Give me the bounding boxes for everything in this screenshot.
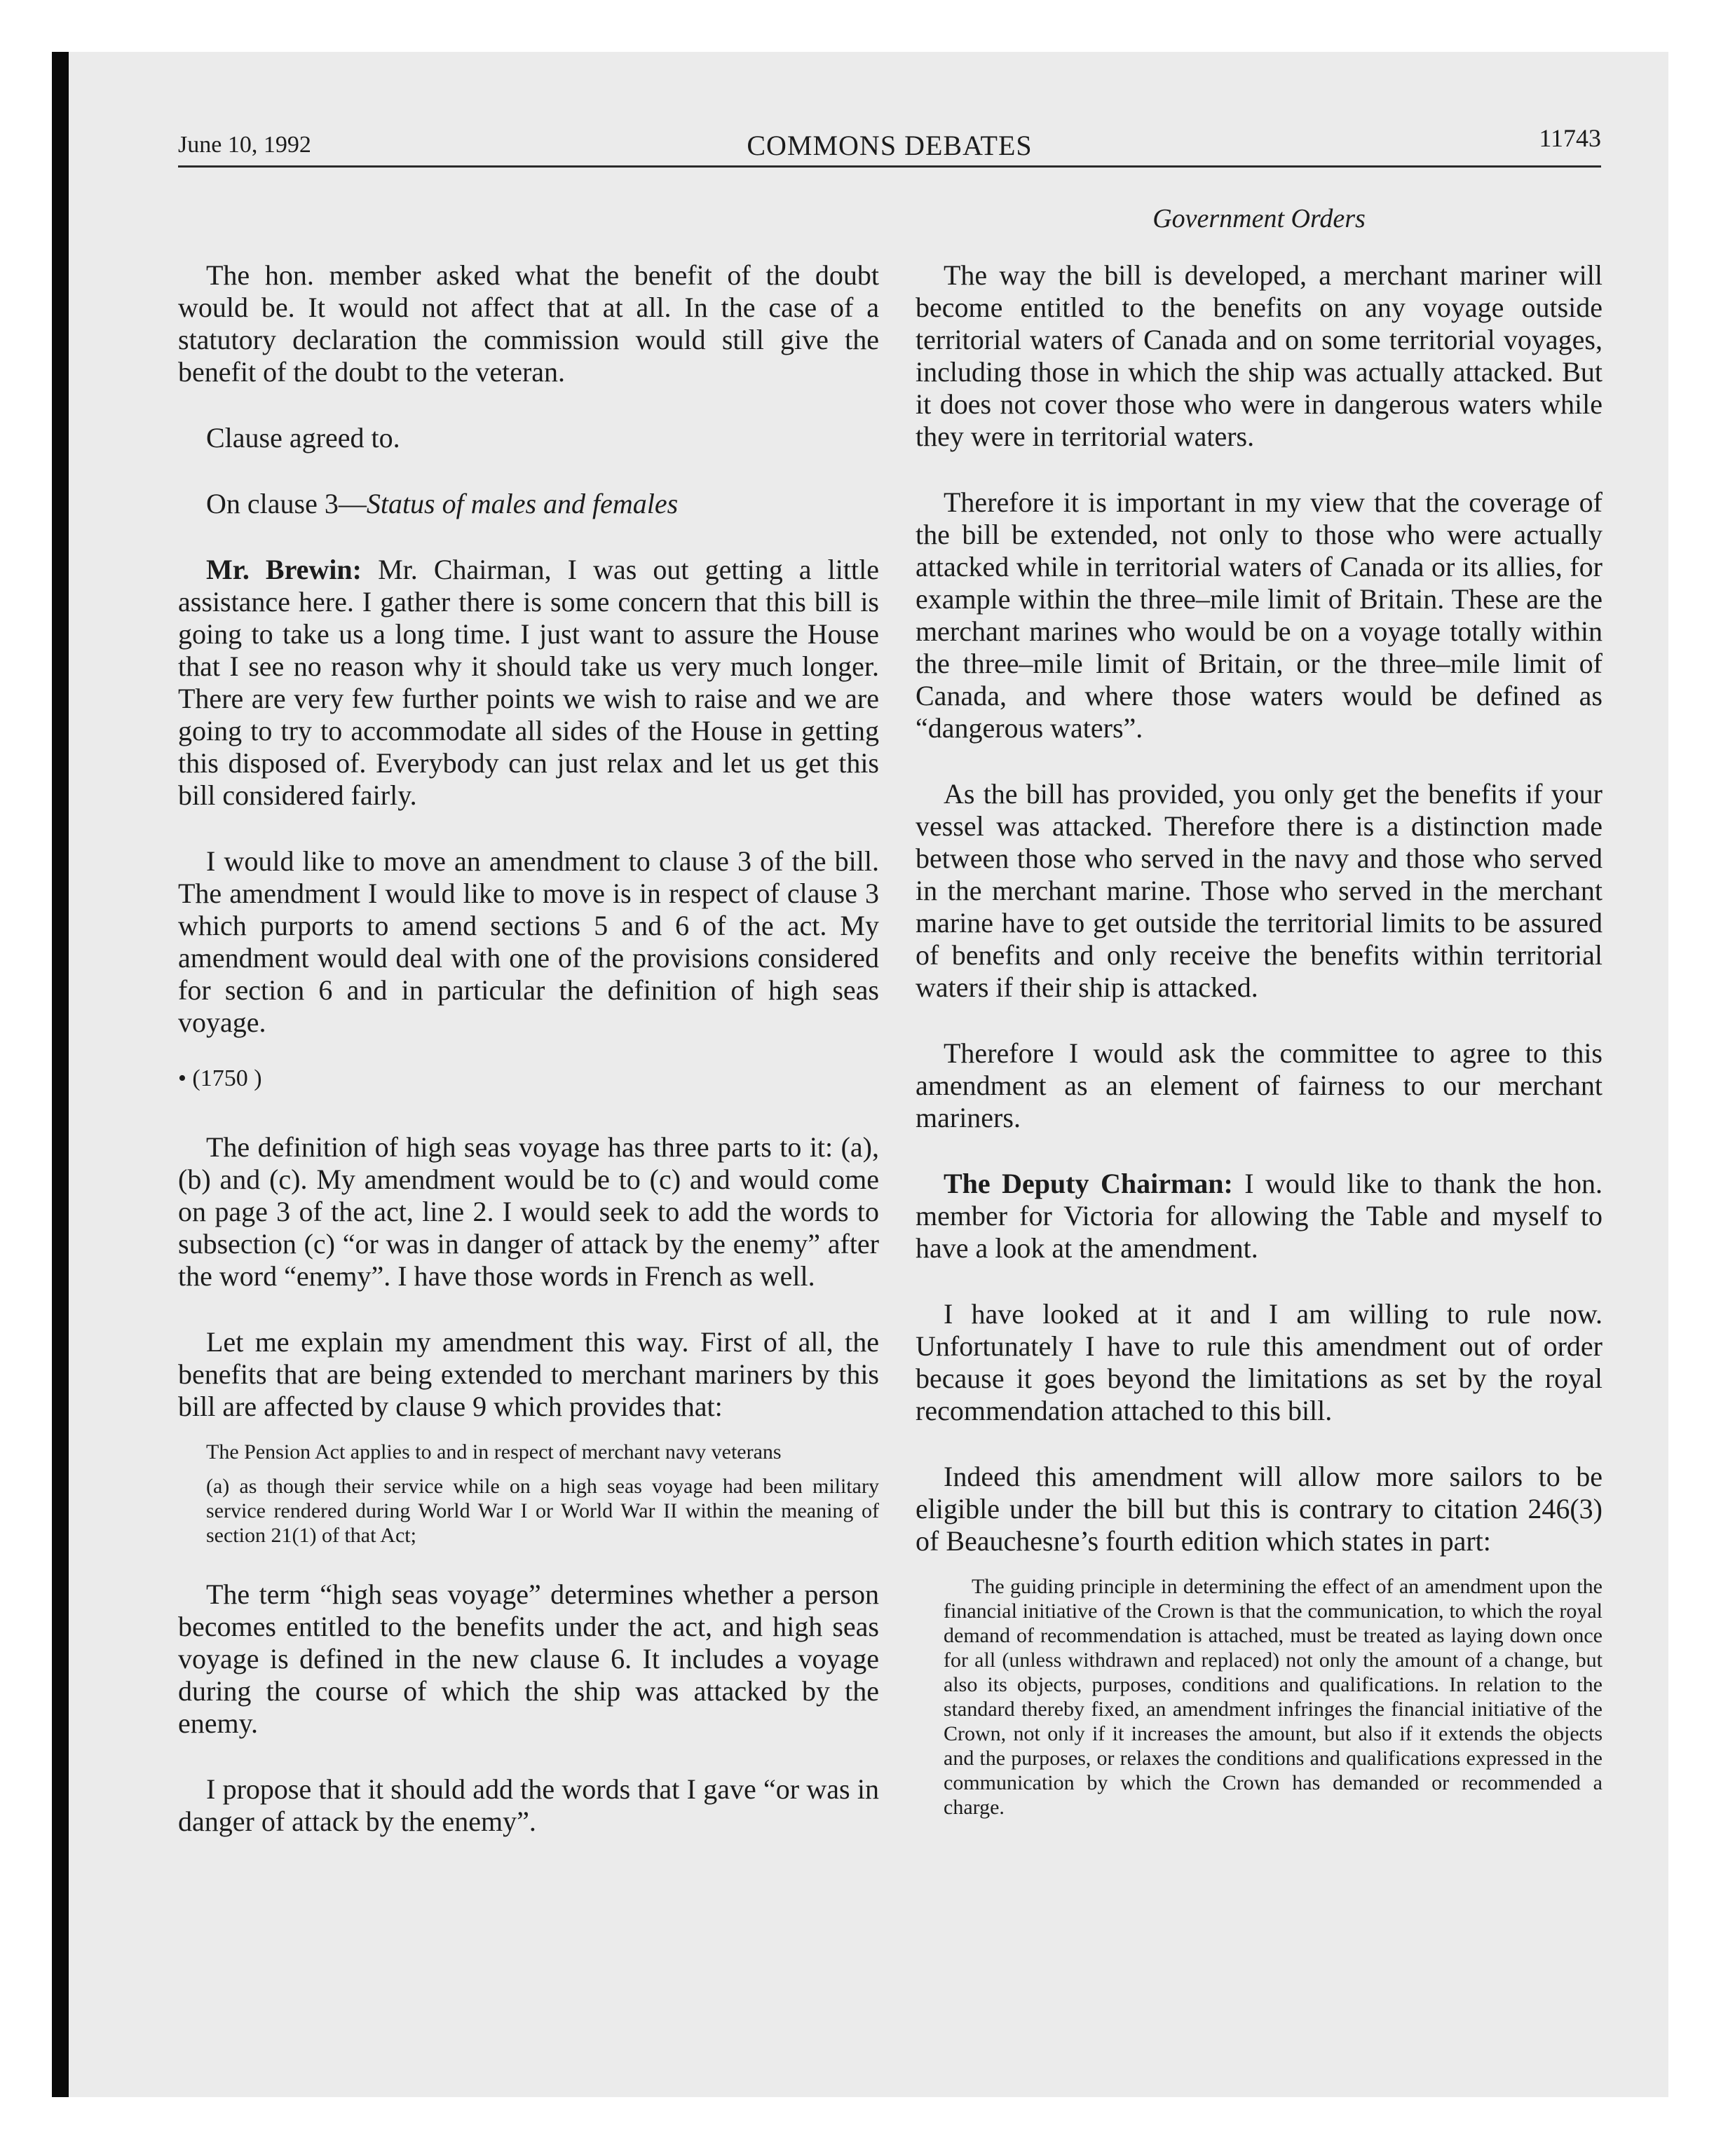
paragraph: The hon. member asked what the benefit of the doubt would be. It would not affect that at all. In the case of a statutory declaration the commission would still give the benefit of the doubt to the veteran. bbox=[178, 259, 879, 388]
speech-text: I would like to thank the hon. member for Victoria for allowing the Table and myself to have a look at the amendment. bbox=[916, 1168, 1603, 1264]
time-marker: • (1750 ) bbox=[178, 1065, 262, 1091]
paragraph: As the bill has provided, you only get the benefits if your vessel was attacked. Therefore there is a distinction made between those who served in the navy and those who served in the merchant marine. Those who served in the merchant marine have to get outside the territorial limits to be assured of benefits and only receive the benefits within territorial waters if their ship is attacked. bbox=[916, 778, 1603, 1003]
right-column bbox=[916, 259, 1603, 1820]
page-number: 11743 bbox=[1539, 124, 1601, 152]
block-quote: The Pension Act applies to and in respect of merchant navy veterans bbox=[206, 1440, 782, 1464]
paragraph: Indeed this amendment will allow more sailors to be eligible under the bill but this is contrary to citation 246(3) of Beauchesne’s fourth edition which states in part: bbox=[916, 1461, 1603, 1557]
speaker-name: Mr. Brewin: bbox=[206, 554, 362, 585]
clause-heading-prefix: On clause 3— bbox=[206, 488, 367, 519]
clause-heading-title: Status of males and females bbox=[366, 488, 679, 519]
paragraph: I would like to move an amendment to clause 3 of the bill. The amendment I would like to move is in respect of clause 3 which purports to amend sections 5 and 6 of the act. My amendment would deal with one of the provisions considered for section 6 and in particular the definition of high seas voyage. bbox=[178, 845, 879, 1038]
section-label: Government Orders bbox=[1152, 204, 1366, 233]
header-date: June 10, 1992 bbox=[178, 132, 311, 158]
block-quote: (a) as though their service while on a high seas voyage had been military service rendered during World War I or World War II within the meaning of section 21(1) of that Act; bbox=[206, 1475, 879, 1547]
speech-text: Mr. Chairman, I was out getting a little assistance here. I gather there is some concern that this bill is going to take us a long time. I just want to assure the House that I see no reason why it should take us very much longer. There are very few further points we wish to raise and we are going to try to accommodate all sides of the House in getting this disposed of. Everybody can just relax and let us get this bill considered fairly. bbox=[178, 554, 879, 811]
left-column bbox=[178, 259, 879, 1871]
block-quote: The guiding principle in determining the effect of an amendment upon the financial initiative of the Crown is that the communication, to which the royal demand of recommendation is attached, must be treated as laying down once for all (unless withdrawn and replaced) not only the amount of a change, but also its objects, purposes, conditions and qualifications. In relation to the standard thereby fixed, an amendment infringes the financial initiative of the Crown, not only if it increases the amount, but also if it extends the objects and the purposes, or relaxes the conditions and qualifications expressed in the communication by which the Crown has demanded or recommended a charge. bbox=[944, 1575, 1603, 1819]
speech-paragraph bbox=[916, 1168, 1603, 1264]
paragraph: Therefore it is important in my view that the coverage of the bill be extended, not only to those who were actually attacked while in territorial waters of Canada or its allies, for example within the three–mile limit of Britain. These are the merchant marines who would be on a voyage totally within the three–mile limit of Britain, or the three–mile limit of Canada, and where those waters would be defined as “dangerous waters”. bbox=[916, 486, 1603, 744]
speaker-name: The Deputy Chairman: bbox=[944, 1168, 1233, 1199]
paragraph: The definition of high seas voyage has three parts to it: (a), (b) and (c). My amendment would be to (c) and would come on page 3 of the act, line 2. I would seek to add the words to subsection (c) “or was in danger of attack by the enemy” after the word “enemy”. I have those words in French as well. bbox=[178, 1131, 879, 1292]
page-header bbox=[178, 123, 1601, 168]
clause-heading bbox=[178, 488, 879, 520]
paragraph: The way the bill is developed, a merchant mariner will become entitled to the benefits on any voyage outside territorial waters of Canada and on some territorial voyages, including those in which the ship was actually attacked. But it does not cover those who were in dangerous waters while they were in territorial waters. bbox=[916, 259, 1603, 452]
speech-paragraph bbox=[178, 554, 879, 812]
header-title: COMMONS DEBATES bbox=[747, 130, 1033, 161]
paragraph: Let me explain my amendment this way. First of all, the benefits that are being extended to merchant mariners by this bill are affected by clause 9 which provides that: bbox=[178, 1326, 879, 1422]
paragraph: Clause agreed to. bbox=[206, 422, 400, 453]
paragraph: I have looked at it and I am willing to rule now. Unfortunately I have to rule this amendment out of order because it goes beyond the limitations as set by the royal recommendation attached to this bill. bbox=[916, 1298, 1603, 1426]
paragraph: I propose that it should add the words that I gave “or was in danger of attack by the enemy”. bbox=[178, 1773, 879, 1837]
paragraph: The term “high seas voyage” determines whether a person becomes entitled to the benefits under the act, and high seas voyage is defined in the new clause 6. It includes a voyage during the course of which the ship was attacked by the enemy. bbox=[178, 1578, 879, 1739]
binding-edge bbox=[52, 52, 69, 2097]
paragraph: Therefore I would ask the committee to agree to this amendment as an element of fairness to our merchant mariners. bbox=[916, 1037, 1603, 1133]
